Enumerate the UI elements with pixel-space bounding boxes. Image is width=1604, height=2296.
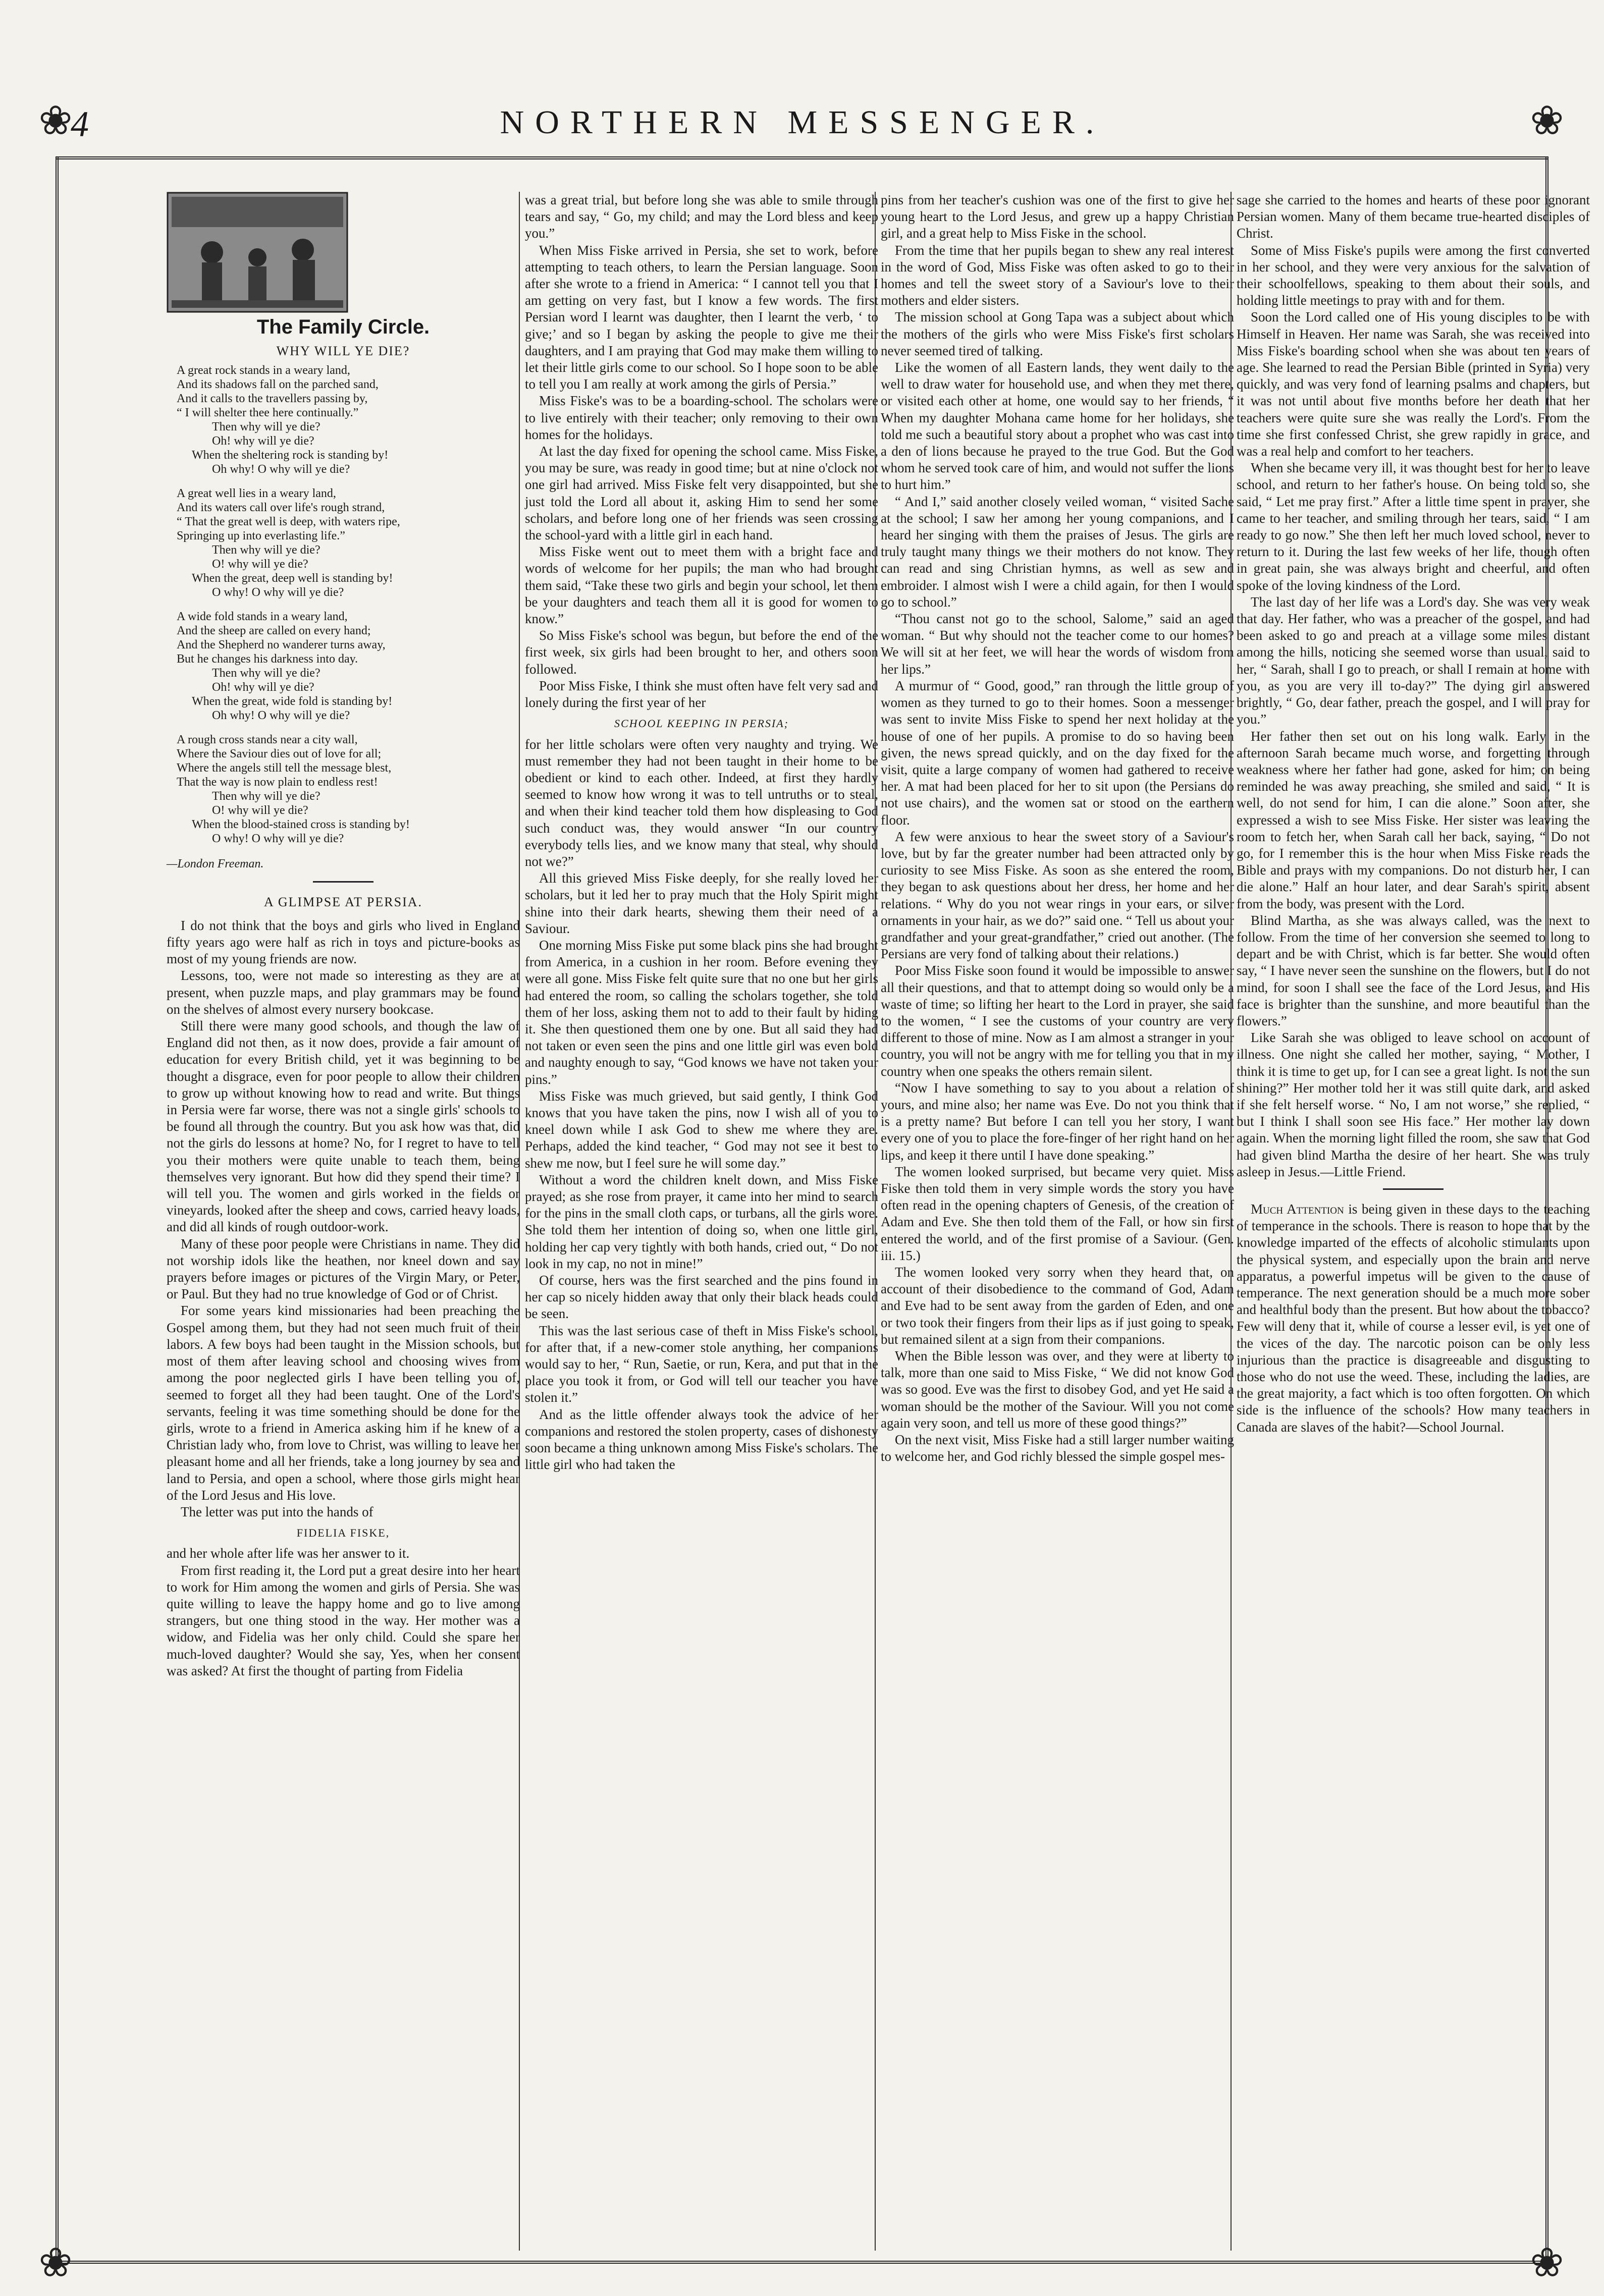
column-3 — [881, 192, 1234, 1465]
family-woodcut-illustration-icon — [167, 192, 348, 313]
poem-title: WHY WILL YE DIE? — [276, 344, 410, 359]
paragraph: A few were anxious to hear the sweet story of a Saviour's love, but by far the greater number had been attracted only by curiosity to see Miss Fiske. As soon as she entered the room, they began to ask questions about her dress, her home and her relations. “ Why do you not wear rings in your ears, or silver ornaments in your hair, as we do?” said one. “ Tell us about your grandfather and your great-grandfather,” cried out another. (The Persians are very fond of talking about their relations.) — [881, 829, 1234, 962]
page-header — [71, 103, 1534, 154]
paragraph: When the Bible lesson was over, and they were at liberty to talk, more than one said to Miss Fiske, “ We did not know God was so good. Eve was the first to disobey God, and yet He said a woman should be the mother of the Saviour. Will you not come again very soon, and tell us more of these good things?” — [881, 1348, 1234, 1431]
poem-line: A wide fold stands in a weary land, — [177, 610, 348, 624]
poem-stanza — [177, 610, 520, 723]
poem-line: When the sheltering rock is standing by! — [192, 449, 389, 462]
poem-line: Springing up into everlasting life.” — [177, 529, 345, 543]
masthead-title: NORTHERN MESSENGER. — [500, 104, 1105, 141]
poem-line: Oh! why will ye die? — [212, 434, 314, 448]
paragraph: The women looked very sorry when they heard that, on account of their disobedience to the command of God, Adam and Eve had to be sent away from the garden of Eden, and one or two took their fingers from their lips as if just going to speak, but remained silent at a sign from their companions. — [881, 1265, 1234, 1347]
paragraph: From the time that her pupils began to shew any real interest in the word of God, Miss Fiske was often asked to go to their homes and tell the sweet story of a Saviour's love to their mothers and elder sisters. — [881, 242, 1234, 308]
column-4 — [1237, 192, 1590, 1436]
temperance-text: is being given in these days to the teaching of temperance in the schools. There is reason to hope that by the knowledge imparted of the effects of alcoholic stimulants upon the physical system, and especially upon the brain and nerve apparatus, a powerful impetus will be given to the cause of temperance. The next generation should be a much more sober and healthful body than the present. But how about the tobacco? Few will deny that it, while of course a lesser evil, is yet one of the vices of the day. The narcotic poison can be only less injurious than the practice is disagreeable and disgusting to those who do not use the weed. These, including the ladies, are the great majority, a fact which is too often forgotten. On which side is the influence of the schools? How many teachers in Canada are slaves of the habit?—School Journal. — [1237, 1201, 1590, 1435]
poem-line: A great rock stands in a weary land, — [177, 364, 350, 377]
poem-line: When the blood-stained cross is standing by! — [192, 818, 410, 832]
poem-stanza — [177, 363, 520, 476]
temperance-lead: Much Attention — [1251, 1201, 1344, 1217]
bottom-border-rule — [56, 2261, 1548, 2264]
paragraph: “Now I have something to say to you about a relation of yours, and mine also; her name was Eve. Do not you think that is a pretty name? But before I can tell you her story, I want every one of you to place the fore-finger of her right hand on her lips, and keep it there until I have done speaking.” — [881, 1080, 1234, 1163]
paragraph: I do not think that the boys and girls who lived in England fifty years ago were half as rich in toys and picture-books as most of my young friends are now. — [167, 917, 520, 967]
article-title: A GLIMPSE AT PERSIA. — [263, 894, 423, 909]
poem-line: Then why will ye die? — [212, 667, 320, 680]
poem-line: O! why will ye die? — [212, 804, 308, 817]
poem-line: When the great, wide fold is standing by! — [192, 695, 393, 708]
subheading: SCHOOL KEEPING IN PERSIA; — [614, 717, 789, 730]
paragraph: A murmur of “ Good, good,” ran through the little group of women as they turned to go to their homes. Soon a messenger was sent to invite Miss Fiske to spend her next holiday at the house of one of her pupils. A promise to do so having been given, the news spread quickly, and on the day fixed for the visit, quite a large company of women had gathered to receive her. A mat had been placed for her to sit upon (the Persians do not use chairs), and the women sat or stood on the earthern floor. — [881, 678, 1234, 828]
poem-stanza — [177, 733, 520, 846]
section-divider — [1383, 1188, 1443, 1190]
poem-line: Oh why! O why will ye die? — [212, 463, 350, 476]
poem-line: O! why will ye die? — [212, 558, 308, 571]
paragraph: Many of these poor people were Christians in name. They did not worship idols like the heathen, nor kneel down and say prayers before images or pictures of the Virgin Mary, or Peter, or Paul. But they had no true knowledge of God or of Christ. — [167, 1236, 520, 1302]
paragraph: When she became very ill, it was thought best for her to leave school, and return to her father's house. On being told so, she said, “ Let me pray first.” After a little time spent in prayer, she came to her teacher, and smiling through her tears, said, “ I am ready to go now.” She then left her much loved school, never to return to it. During the last few weeks of her life, though often in great pain, she was always bright and cheerful, and often spoke of the loving kindness of the Lord. — [1237, 460, 1590, 593]
paragraph: “Thou canst not go to the school, Salome,” said an aged woman. “ But why should not the teacher come to our homes? We will sit at her feet, we will hear the words of wisdom from her lips.” — [881, 611, 1234, 677]
temperance-paragraph — [1237, 1201, 1590, 1436]
poem-line: And the sheep are called on every hand; — [177, 624, 371, 638]
paragraph: Miss Fiske's was to be a boarding-school. The scholars were to live entirely with their teacher; only removing to their own homes for the holidays. — [525, 393, 878, 442]
paragraph: Like the women of all Eastern lands, they went daily to the well to draw water for household use, and when they met there, or visited each other at home, one would say to her friends, “ When my daughter Mohana came home for her holidays, she told me such a beautiful story about a prophet who was cast into a den of lions because he prayed to the true God. But the God whom he served took care of him, and would not suffer the lions to hurt him.” — [881, 360, 1234, 493]
paragraph: Like Sarah she was obliged to leave school on account of illness. One night she called her mother, saying, “ Mother, I think it is time to get up, for I can see a great light. Is not the sun shining?” Her mother told her it was still quite dark, and asked if she felt herself worse. “ No, I am not worse,” she replied, “ but I think I shall soon see His face.” Her mother lay down again. When the morning light filled the room, she saw that God had given blind Martha the desire of her heart. She was truly asleep in Jesus.—Little Friend. — [1237, 1030, 1590, 1179]
paragraph: On the next visit, Miss Fiske had a still larger number waiting to welcome her, and God richly blessed the simple gospel mes- — [881, 1432, 1234, 1464]
paragraph: Some of Miss Fiske's pupils were among the first converted in her school, and they were very anxious for the salvation of their schoolfellows, speaking to them about their souls, and holding little meetings to pray with and for them. — [1237, 242, 1590, 308]
paragraph: The letter was put into the hands of — [181, 1504, 373, 1519]
paragraph: sage she carried to the homes and hearts of these poor ignorant Persian women. Many of them became true-hearted disciples of Christ. — [1237, 192, 1590, 241]
poem-line: Then why will ye die? — [212, 790, 320, 803]
paragraph: Without a word the children knelt down, and Miss Fiske prayed; as she rose from prayer, it came into her mind to search for the pins in the small cloth caps, or turbans, all the girls wore. She told them her intention of doing so, when one little girl, holding her cap very tightly with both hands, cried out, “ Do not look in my cap, no not in mine!” — [525, 1172, 878, 1271]
poem-line: Then why will ye die? — [212, 420, 320, 434]
paragraph: Poor Miss Fiske soon found it would be impossible to answer all their questions, and that to attempt doing so would only be a waste of time; so lifting her heart to the Lord in prayer, she said to the women, “ I see the customs of your country are very different to those of mine. Now as I am almost a stranger in your country, you will not be angry with me for telling you that in my country when one speaks the others remain silent. — [881, 963, 1234, 1079]
poem-line: A great well lies in a weary land, — [177, 487, 336, 501]
paragraph: for her little scholars were often very naughty and trying. We must remember they had not been taught in their home to be obedient or kind to each other. Indeed, at first they hardly seemed to know how wrong it was to tell untruths or to steal, and when their kind teacher told them how displeasing to God such conduct was, they would answer “In our country everybody tells lies, and we know many that steal, why should not we?” — [525, 736, 878, 869]
section-divider — [313, 881, 373, 883]
poem-line: And it calls to the travellers passing by, — [177, 392, 368, 406]
paragraph: Soon the Lord called one of His young disciples to be with Himself in Heaven. Her name was Sarah, she was received into Miss Fiske's boarding school when she was about ten years of age. She learned to read the Persian Bible (printed in Syria) very quickly, and was very fond of learning psalms and chapters, but it was not until about five months before her death that her teachers were quite sure she was really the Lord's. From the time she first confessed Christ, she grew rapidly in grace, and was a real help and comfort to her teachers. — [1237, 309, 1590, 459]
poem-line: A rough cross stands near a city wall, — [177, 733, 358, 747]
paragraph: pins from her teacher's cushion was one of the first to give her young heart to the Lord Jesus, and grew up a happy Christian girl, and a great help to Miss Fiske in the school. — [881, 192, 1234, 241]
ornament-bottom-right-icon: ❀ — [1530, 2241, 1564, 2285]
poem-line: “ I will shelter thee here continually.” — [177, 406, 359, 420]
ornament-top-right-icon: ❀ — [1530, 99, 1564, 143]
poem-line: O why! O why will ye die? — [212, 586, 344, 599]
paragraph: was a great trial, but before long she was able to smile through tears and say, “ Go, my child; and may the Lord bless and keep you.” — [525, 192, 878, 241]
paragraph: Lessons, too, were not made so interesting as they are at present, when puzzle maps, and play grammars may be found on the shelves of almost every nursery bookcase. — [167, 968, 520, 1017]
paragraph: At last the day fixed for opening the school came. Miss Fiske, you may be sure, was ready in good time; but at nine o'clock not one girl had arrived. Miss Fiske felt very disappointed, but she just told the Lord all about it, asking Him to send her some scholars, and before long one of her friends was seen crossing the school-yard with a little girl in each hand. — [525, 444, 878, 543]
poem-line: Where the angels still tell the message blest, — [177, 761, 392, 775]
ornament-top-left-icon: ❀ — [38, 99, 73, 143]
paragraph: Miss Fiske was much grieved, but said gently, I think God knows that you have taken the pins, now I wish all of you to kneel down while I ask God to shew me where they are. Perhaps, added the kind teacher, “ God may not see it best to shew me now, but I feel sure he will some day.” — [525, 1088, 878, 1171]
paragraph: From first reading it, the Lord put a great desire into her heart to work for Him among the women and girls of Persia. She was quite willing to leave the happy home and go to live among strangers, but one thing stood in the way. Her mother was a widow, and Fidelia was her only child. Could she spare her much-loved daughter? Would she say, Yes, when her consent was asked? At first the thought of parting from Fidelia — [167, 1562, 520, 1678]
poem-line: O why! O why will ye die? — [212, 832, 344, 846]
left-border-rule — [56, 156, 59, 2261]
family-circle-woodcut — [167, 192, 520, 313]
poem-credit: —London Freeman. — [167, 857, 264, 871]
paragraph: and her whole after life was her answer to it. — [167, 1546, 410, 1561]
poem-line: Where the Saviour dies out of love for all; — [177, 747, 382, 761]
paragraph: Still there were many good schools, and though the law of England did not then, as it now does, provide a fair amount of education for every British child, yet it was beginning to be thought a disgrace, even for poor people to allow their children to grow up without knowing how to read and write. But things in Persia were far worse, there was not a single girls' schools to be found all through the country. But you ask how was that, did not the girls do lessons at home? No, for I regret to have to tell you their mothers were quite unable to teach them, being themselves very ignorant. But how did they spend their time? I will tell you. The women and girls worked in the fields or vineyards, looked after the sheep and cows, carried heavy loads, and did all kinds of rough outdoor-work. — [167, 1018, 520, 1235]
poem-line: That the way is now plain to endless rest! — [177, 776, 378, 789]
paragraph: The mission school at Gong Tapa was a subject about which the mothers of the girls who were Miss Fiske's first scholars never seemed tired of talking. — [881, 309, 1234, 358]
paragraph: When Miss Fiske arrived in Persia, she set to work, before attempting to teach others, to learn the Persian language. Soon after she wrote to a friend in America: “ I cannot tell you that I am getting on very fast, but I know a few words. The first Persian word I learnt was daughter, then I learnt the verb, ‘ to give;’ and so I began by asking the people to give me their daughters, and I am praying that God may make them willing to let their little girls come to our school. So I hope soon to be able to tell you I am really at work among the girls of Persia.” — [525, 242, 878, 392]
paragraph: And as the little offender always took the advice of her companions and restored the stolen property, cases of dishonesty soon became a thing unknown among Miss Fiske's scholars. The little girl who had taken the — [525, 1406, 878, 1472]
paragraph: Of course, hers was the first searched and the pins found in her cap so nicely hidden away that only their black heads could be seen. — [525, 1273, 878, 1322]
paragraph: Miss Fiske went out to meet them with a bright face and words of welcome for her pupils; the man who had brought them said, “Take these two girls and begin your school, let them be your daughters and teach them all it is good for women to know.” — [525, 544, 878, 627]
poem-line: When the great, deep well is standing by! — [192, 572, 393, 585]
column-2 — [525, 192, 878, 1473]
poem-line: “ That the great well is deep, with waters ripe, — [177, 515, 400, 529]
paragraph: Poor Miss Fiske, I think she must often have felt very sad and lonely during the first year of her — [525, 678, 878, 710]
paragraph: Her father then set out on his long walk. Early in the afternoon Sarah became much worse, and forgetting through weakness where her father had gone, asked for him; on being reminded he was away preaching, she smiled and said, “ It is well, do not send for him, I can die alone.” Soon after, she expressed a wish to see Miss Fiske. Her sister was leaving the room to fetch her, when Sarah call her back, saying, “ Do not go, for I remember this is the hour when Miss Fiske reads the Bible and prays with my companions. Do not disturb her, I can die alone.” Half an hour later, and dear Sarah's spirit, absent from the body, was present with the Lord. — [1237, 728, 1590, 911]
paragraph: One morning Miss Fiske put some black pins she had brought from America, in a cushion in her room. Before evening they were all gone. Miss Fiske felt quite sure that no one but her girls had entered the room, so calling the scholars together, she told them of her loss, asking them not to add to their fault by hiding it. She then questioned them one by one. But all said they had not taken or even seen the pins and one little girl was even bold and naughty enough to say, “God knows we have not taken your pins.” — [525, 937, 878, 1087]
paragraph: The last day of her life was a Lord's day. She was very weak that day. Her father, who was a preacher of the gospel, and had been asked to go and preach at a village some miles distant among the hills, noticing she seemed worse than usual, said to her, “ Sarah, shall I go to preach, or shall I remain at home with you, as you are very ill to-day?” The dying girl answered brightly, “ Go, dear father, preach the gospel, and I will pray for you.” — [1237, 594, 1590, 727]
poem-line: Oh why! O why will ye die? — [212, 709, 350, 723]
poem-line: But he changes his darkness into day. — [177, 652, 358, 666]
paragraph: All this grieved Miss Fiske deeply, for she really loved her scholars, but it led her to pray much that the Holy Spirit might shine into their dark hearts, shewing them their need of a Saviour. — [525, 870, 878, 936]
paragraph: The women looked surprised, but became very quiet. Miss Fiske then told them in very simple words the story you have often read in the opening chapters of Genesis, of the creation of Adam and Eve. She then told them of the Fall, or how sin first entered the world, and of the first promise of a Saviour. (Gen. iii. 15.) — [881, 1164, 1234, 1263]
poem-line: And its waters call over life's rough strand, — [177, 501, 385, 515]
ornament-bottom-left-icon: ❀ — [38, 2241, 73, 2285]
column-1 — [167, 192, 520, 1679]
paragraph: For some years kind missionaries had been preaching the Gospel among them, but they had not seen much fruit of their labors. A few boys had been taught in the Mission schools, but most of them after leaving school and choosing wives from among the poor neglected girls I have been telling you of, seemed to forget all they had been taught. One of the Lord's servants, feeling it was time something should be done for the girls, wrote to a friend in America asking him if he knew of a Christian lady who, from love to Christ, was willing to leave her pleasant home and all her friends, take a long journey by sea and land to Persia, and open a school, where those girls might hear of the Lord Jesus and His love. — [167, 1303, 520, 1503]
paragraph: So Miss Fiske's school was begun, but before the end of the first week, six girls had been brought to her, and others soon followed. — [525, 628, 878, 677]
name-line: FIDELIA FISKE, — [296, 1526, 390, 1540]
poem-line: And the Shepherd no wanderer turns away, — [177, 638, 386, 652]
poem-stanza — [177, 486, 520, 599]
poem-line: And its shadows fall on the parched sand, — [177, 378, 379, 392]
paragraph: “ And I,” said another closely veiled woman, “ visited Sache at the school; I saw her among her young companions, and I heard her singing with them the praises of Jesus. The girls are truly taught many things we their mothers do not know. They can read and sing Christian hymns, as well as sew and embroider. I almost wish I were a child again, for then I would go to school.” — [881, 494, 1234, 610]
poem-line: Oh! why will ye die? — [212, 681, 314, 694]
paragraph: Blind Martha, as she was always called, was the next to follow. From the time of her conversion she seemed to long to depart and be with Christ, which is far better. She would often say, “ I have never seen the sunshine on the flowers, but I do not mind, for soon I shall see the face of the Lord Jesus, and His face is brighter than the sunshine, and more beautiful than the flowers.” — [1237, 912, 1590, 1028]
poem-line: Then why will ye die? — [212, 543, 320, 557]
top-border-rule — [56, 156, 1548, 159]
page-number: 4 — [71, 104, 89, 144]
section-title: The Family Circle. — [256, 316, 430, 338]
paragraph: This was the last serious case of theft in Miss Fiske's school, for after that, if a new-comer stole anything, her companions would say to her, “ Run, Saetie, or run, Kera, and put that in the place you took it from, or God will tell our teacher you have stolen it.” — [525, 1323, 878, 1405]
